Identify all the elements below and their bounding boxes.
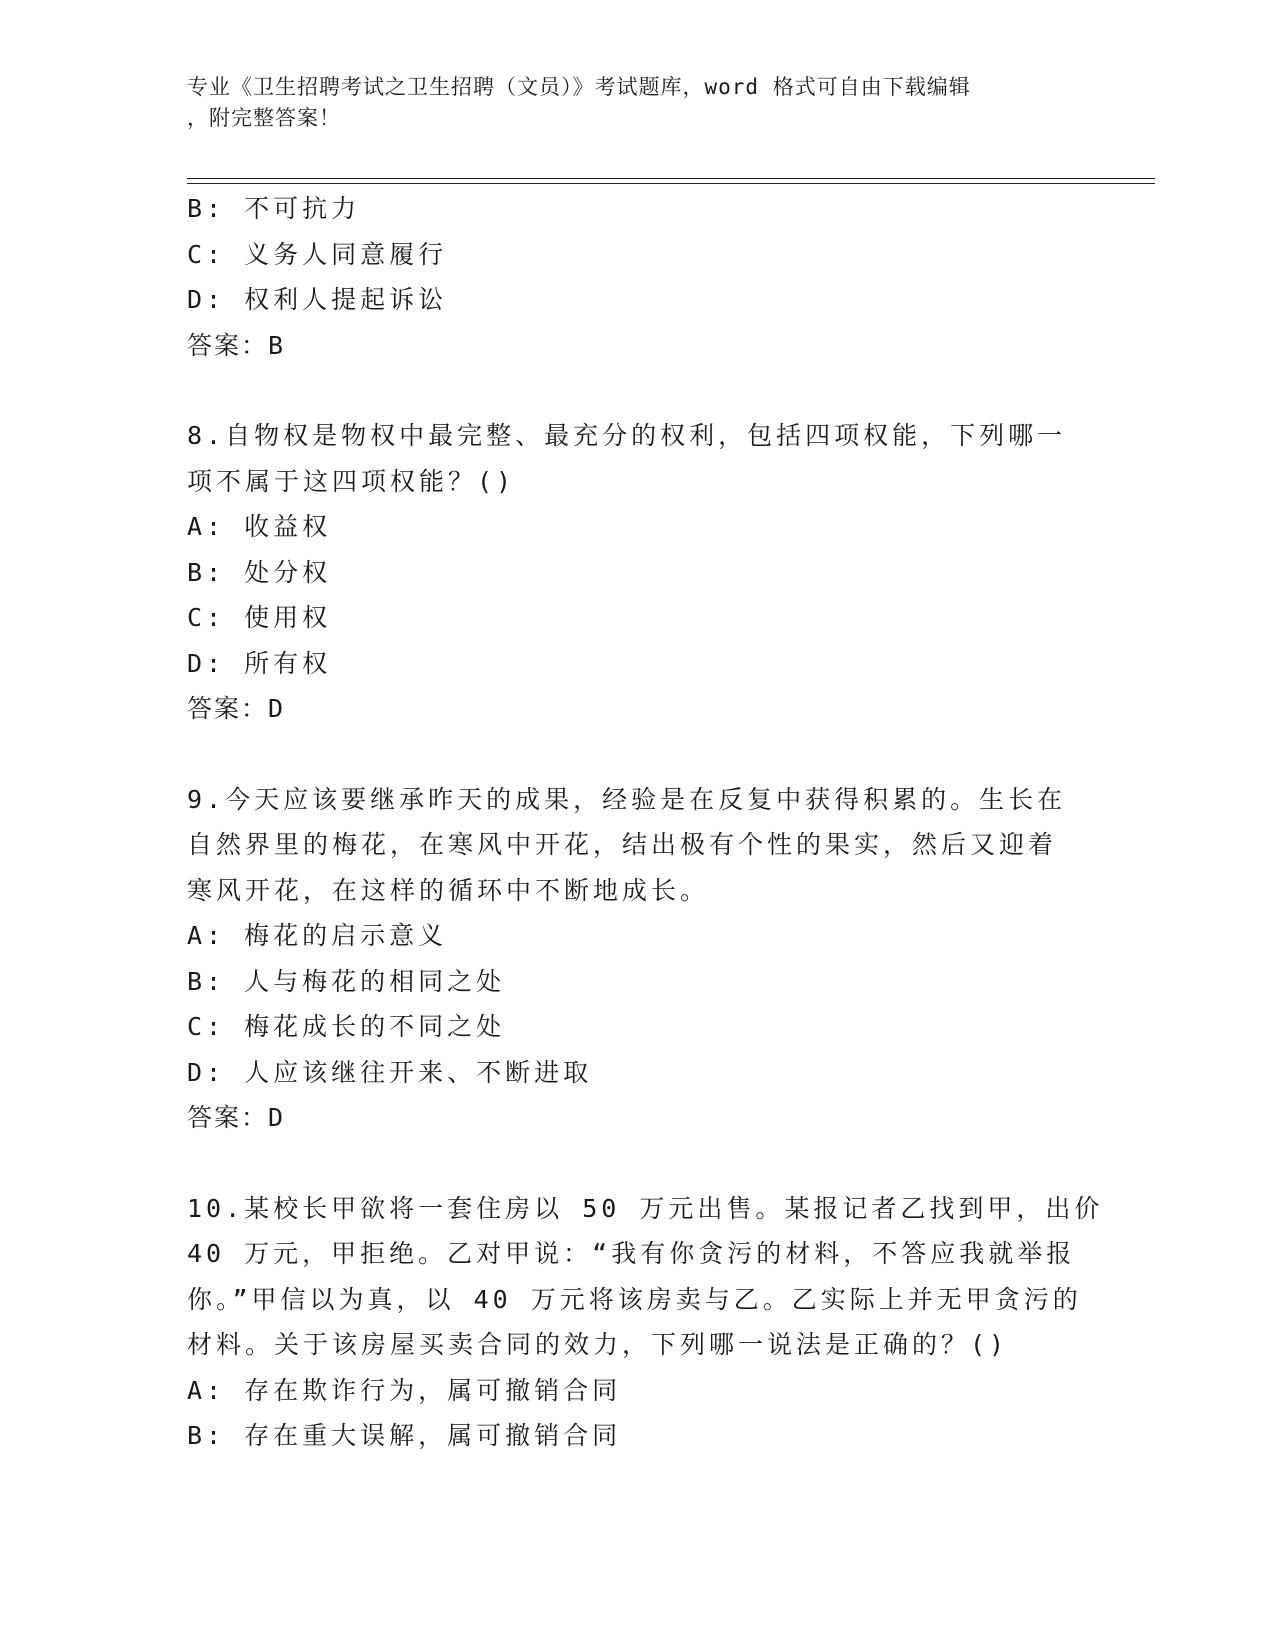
answer-value: D (268, 694, 286, 723)
question-stem-line: 材料。关于该房屋买卖合同的效力，下列哪一说法是正确的？() (187, 1330, 1009, 1359)
question-stem-line: 你。”甲信以为真，以 40 万元将该房卖与乙。乙实际上并无甲贪污的 (187, 1284, 1082, 1314)
answer-label: 答案： (187, 694, 269, 723)
answer-value: D (268, 1103, 286, 1132)
answer-line (187, 686, 1087, 732)
option-d: D: 权利人提起诉讼 (187, 285, 448, 314)
answer-label: 答案： (187, 330, 269, 360)
option-c: C: 梅花成长的不同之处 (187, 1012, 506, 1041)
header-rule-bottom (187, 183, 1155, 184)
question-9 (187, 777, 1087, 1141)
option-c: C: 使用权 (187, 603, 332, 632)
question-stem-line: 8.自物权是物权中最完整、最充分的权利，包括四项权能，下列哪一 (187, 421, 1067, 450)
option-a: A: 存在欺诈行为，属可撤销合同 (187, 1375, 622, 1405)
question-stem-line: 寒风开花，在这样的循环中不断地成长。 (187, 875, 710, 905)
spacer (187, 368, 1087, 413)
question-stem-line: 40 万元，甲拒绝。乙对甲说：“我有你贪污的材料，不答应我就举报 (187, 1239, 1076, 1268)
question-stem-line: 9.今天应该要继承昨天的成果，经验是在反复中获得积累的。生长在 (187, 784, 1067, 814)
header-rule-top (187, 178, 1155, 179)
option-b: B: 人与梅花的相同之处 (187, 966, 506, 996)
spacer (187, 732, 1087, 777)
document-header (187, 72, 1067, 134)
option-b: B: 处分权 (187, 557, 332, 587)
question-10 (187, 1186, 1104, 1459)
answer-line (187, 1095, 1087, 1141)
answer-value: B (268, 330, 286, 360)
option-c: C: 义务人同意履行 (187, 239, 448, 269)
answer-line (187, 323, 1087, 369)
question-list (187, 186, 1104, 1459)
question-8 (187, 413, 1087, 732)
spacer (187, 1141, 1087, 1186)
header-line-2: ，附完整答案！ (187, 106, 341, 130)
option-a: A: 收益权 (187, 512, 332, 541)
question-stem-line: 10.某校长甲欲将一套住房以 50 万元出售。某报记者乙找到甲，出价 (187, 1193, 1104, 1223)
header-line-1: 专业《卫生招聘考试之卫生招聘（文员）》考试题库，word 格式可自由下载编辑 (187, 75, 971, 99)
option-b: B: 存在重大误解，属可撤销合同 (187, 1421, 622, 1450)
option-a: A: 梅花的启示意义 (187, 921, 448, 950)
option-b: B: 不可抗力 (187, 194, 361, 223)
question-7-continued (187, 186, 1087, 368)
question-stem-line: 项不属于这四项权能？() (187, 466, 516, 496)
option-d: D: 所有权 (187, 648, 332, 678)
answer-label: 答案： (187, 1103, 269, 1132)
option-d: D: 人应该继往开来、不断进取 (187, 1057, 593, 1087)
question-stem-line: 自然界里的梅花，在寒风中开花，结出极有个性的果实，然后又迎着 (187, 830, 1058, 859)
